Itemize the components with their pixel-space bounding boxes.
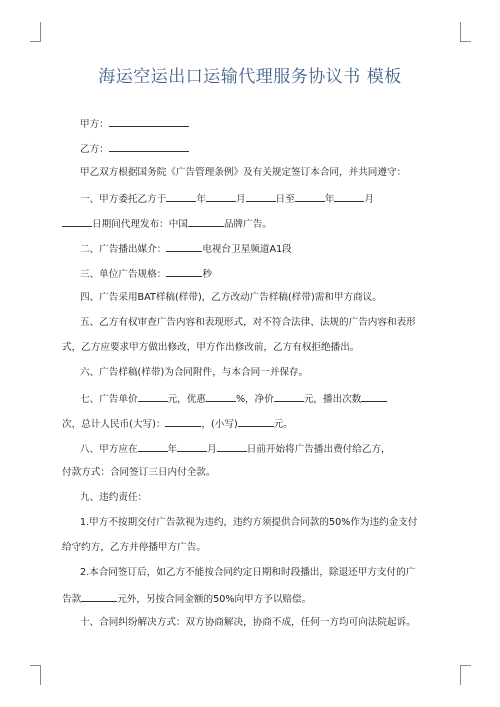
party-b-line [80, 141, 442, 157]
blank [274, 391, 304, 402]
clause-9-2-line-1: 2.本合同签订后，如乙方不能按合同约定日期和时段播出，除退还甲方支付的广 [80, 567, 416, 578]
clause-1-line-1: 一、甲方委托乙方于 年 月 日至 年 月 [80, 191, 442, 207]
blank [138, 391, 168, 402]
clause-5-line-2: 式，乙方应要求甲方做出修改，甲方作出修改前，乙方有权拒绝播出。 [62, 342, 360, 353]
blank [188, 216, 224, 227]
clause-9-2-line-2: 告款 元外，另按合同金额的50%向甲方予以赔偿。 [62, 591, 442, 607]
clause-7-line-2: 次，总计人民币(大写)： ，(小写) 元。 [62, 416, 442, 432]
clause-9-1-line-2: 给守约方，乙方并停播甲方广告。 [62, 542, 206, 553]
clause-1-line-2: 日期间代理发布：中国 品牌广告。 [62, 216, 442, 232]
blank [295, 191, 325, 202]
clause-2-line: 二、广告播出媒介： 电视台卫星频道A1段 [80, 241, 442, 257]
blank [246, 191, 276, 202]
blank [334, 191, 364, 202]
clause-8-line-2: 付款方式：合同签订三日内付全款。 [62, 467, 216, 478]
party-b-blank [109, 141, 189, 152]
blank [177, 441, 207, 452]
clause-9-1-line-1: 1.甲方不按期交付广告款视为违约，违约方须提供合同款的50%作为违约金支付 [80, 517, 418, 528]
party-a-line [80, 116, 442, 132]
clause-4-line: 四、广告采用BAT样稿(样带)，乙方改动广告样稿(样带)需和甲方商议。 [80, 292, 382, 303]
blank [62, 216, 92, 227]
clause-7-line-1: 七、广告单价 元，优惠 %，净价 元，播出次数 [80, 391, 442, 407]
clause-5-line-1: 五、乙方有权审查广告内容和表现形式，对不符合法律、法规的广告内容和表形 [80, 317, 416, 328]
document-title: 海运空运出口运输代理服务协议书 模板 [98, 67, 402, 87]
blank [81, 591, 117, 602]
blank [206, 191, 236, 202]
clause-6-line: 六、广告样稿(样带)为合同附件，与本合同一并保存。 [80, 367, 309, 378]
clause-9-heading: 九、违约责任： [80, 492, 148, 503]
blank [361, 391, 387, 402]
party-a-label: 甲方： [80, 119, 109, 130]
party-b-label: 乙方： [80, 144, 109, 155]
blank [166, 266, 202, 277]
clause-10-line: 十、合同纠纷解决方式：双方协商解决，协商不成，任何一方均可向法院起诉。 [80, 617, 416, 628]
preamble-line: 甲乙双方根据国务院《广告管理条例》及有关规定签订本合同，并共同遵守： [80, 167, 407, 178]
blank [238, 416, 274, 427]
clause-8-line-1: 八、甲方应在 年 月 日前开始将广告播出费付给乙方， [80, 441, 442, 457]
blank [217, 441, 247, 452]
party-a-blank [109, 116, 189, 127]
blank [166, 241, 202, 252]
blank [206, 391, 236, 402]
blank [166, 191, 196, 202]
blank [165, 416, 201, 427]
clause-3-line: 三、单位广告规格： 秒 [80, 266, 442, 282]
blank [138, 441, 168, 452]
